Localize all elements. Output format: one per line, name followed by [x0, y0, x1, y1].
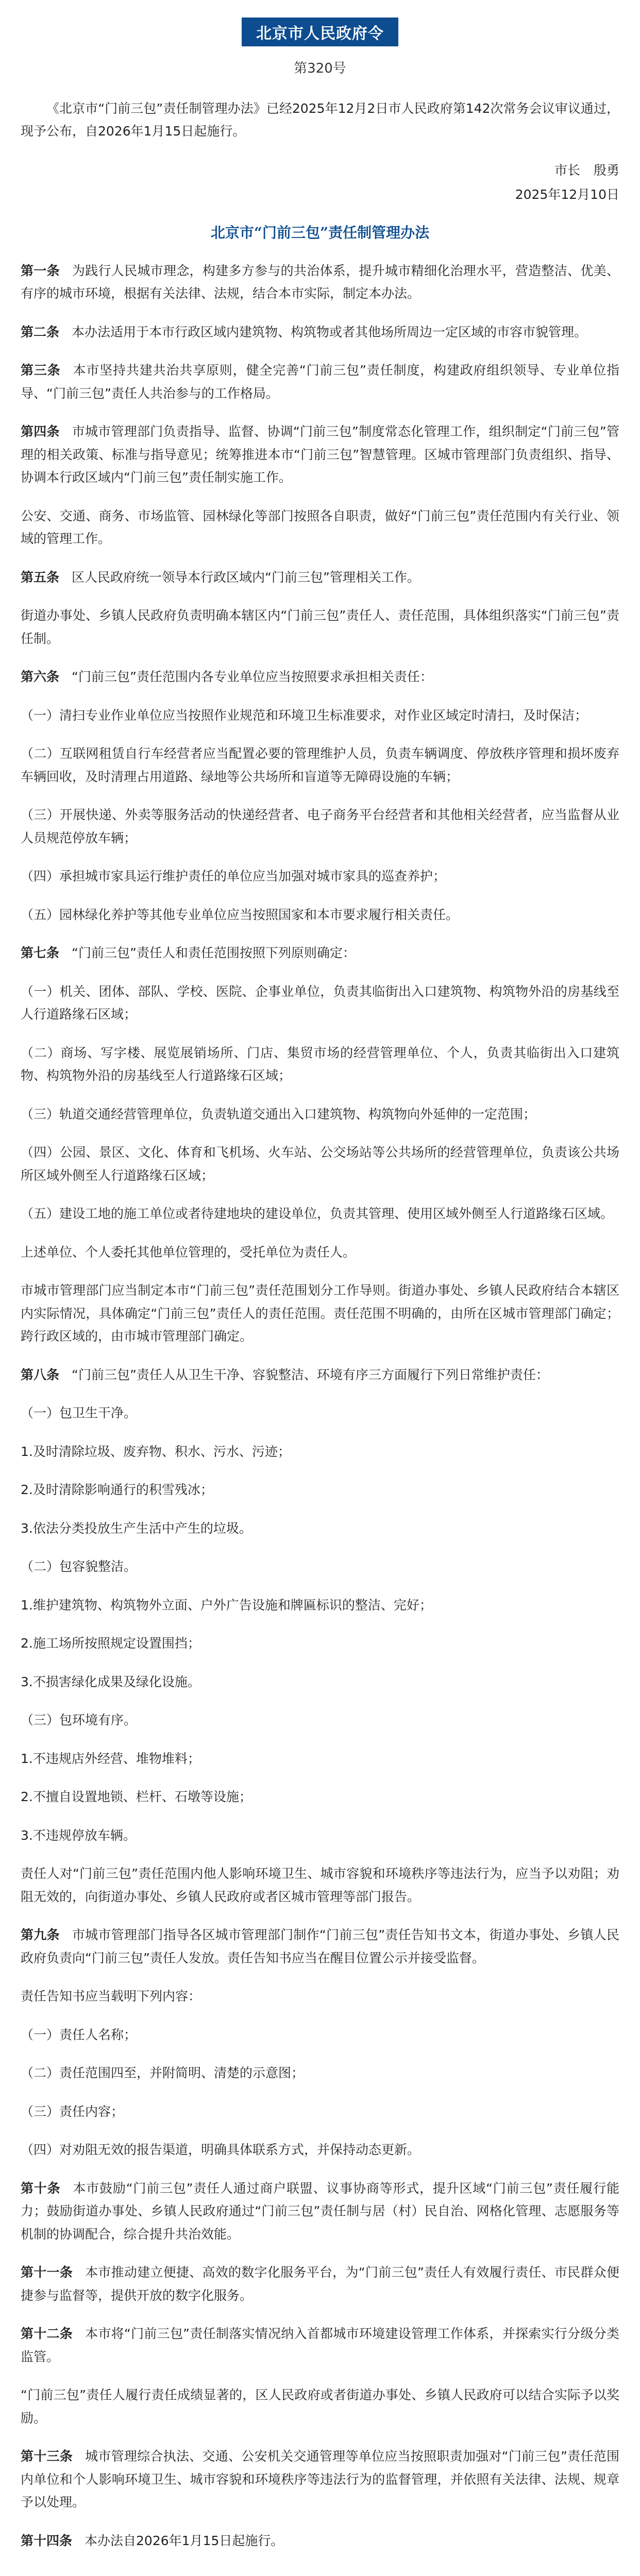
order-number: 第320号 [294, 61, 346, 76]
paragraph [21, 1103, 619, 1126]
document-body [21, 260, 619, 2553]
article-text: 街道办事处、乡镇人民政府负责明确本辖区内“门前三包”责任人、责任范围，具体组织落实“门前三包”责任制。 [21, 608, 619, 646]
paragraph [21, 1042, 619, 1088]
article-text: （二）商场、写字楼、展览展销场所、门店、集贸市场的经营管理单位、个人，负责其临街出入口建筑物、构筑物外沿的房基线至人行道路缘石区域； [21, 1045, 619, 1083]
paragraph [21, 2062, 619, 2085]
article-text: 上述单位、个人委托其他单位管理的，受托单位为责任人。 [21, 1244, 356, 1260]
article [21, 1364, 619, 1387]
article-text: 3.不违规停放车辆。 [21, 1827, 136, 1843]
article-text: （四）公园、景区、文化、体育和飞机场、火车站、公交场站等公共场所的经营管理单位，负责该公共场所区域外侧至人行道路缘石区域； [21, 1145, 619, 1183]
paragraph [21, 1440, 619, 1464]
signature [21, 158, 619, 207]
paragraph [21, 1748, 619, 1771]
article-text: 区人民政府统一领导本行政区域内“门前三包”管理相关工作。 [72, 569, 420, 585]
article-text: 3.不损害绿化成果及绿化设施。 [21, 1674, 200, 1689]
article-text: 为践行人民城市理念，构建多方参与的共治体系，提升城市精细化治理水平，营造整洁、优美、有序的城市环境，根据有关法律、法规，结合本市实际，制定本办法。 [21, 263, 619, 301]
article-text: （二）责任范围四至，并附简明、清楚的示意图； [21, 2065, 305, 2080]
paragraph [21, 904, 619, 927]
article-text: 2.不擅自设置地锁、栏杆、石墩等设施； [21, 1789, 252, 1804]
paragraph [21, 1241, 619, 1264]
article-number: 第十二条 [21, 2326, 73, 2341]
article [21, 1924, 619, 1970]
signature-role: 市长 [554, 162, 580, 178]
article-text: （三）轨道交通经营管理单位，负责轨道交通出入口建筑物、构筑物向外延伸的一定范围； [21, 1106, 536, 1122]
article-number: 第十条 [21, 2180, 61, 2196]
paragraph [21, 1279, 619, 1348]
article-number: 第四条 [21, 424, 60, 439]
article-text: 本市将“门前三包”责任制落实情况纳入首都城市环境建设管理工作体系，并探索实行分级分类监管。 [21, 2326, 619, 2364]
paragraph [21, 1594, 619, 1617]
article-text: （三）责任内容； [21, 2104, 124, 2119]
article-number: 第五条 [21, 569, 60, 585]
gov-order-banner: 北京市人民政府令 [242, 18, 398, 46]
article-text: 3.依法分类投放生产生活中产生的垃圾。 [21, 1520, 252, 1536]
article-number: 第十三条 [21, 2449, 73, 2464]
paragraph [21, 2139, 619, 2162]
article [21, 666, 619, 689]
paragraph [21, 1632, 619, 1655]
paragraph [21, 980, 619, 1026]
paragraph [21, 2384, 619, 2430]
article [21, 2445, 619, 2514]
paragraph [21, 804, 619, 850]
article-text: 城市管理综合执法、交通、公安机关交通管理等单位应当按照职责加强对“门前三包”责任范围内单位和个人影响环境卫生、城市容貌和环境秩序等违法行为的监督管理，并依照有关法律、法规、规章予以处理。 [21, 2449, 619, 2510]
article [21, 2530, 619, 2553]
article-text: 市城市管理部门负责指导、监督、协调“门前三包”制度常态化管理工作，组织制定“门前三包”管理的相关政策、标准与指导意见；统筹推进本市“门前三包”智慧管理。区城市管理部门负责组织、指导、协调本行政区域内“门前三包”责任制实施工作。 [21, 424, 619, 485]
article-text: 本办法自2026年1月15日起施行。 [85, 2533, 284, 2548]
article-text: 1.维护建筑物、构筑物外立面、户外广告设施和牌匾标识的整洁、完好； [21, 1597, 432, 1613]
article-number: 第九条 [21, 1927, 60, 1942]
paragraph [21, 1517, 619, 1540]
article-text: 1.及时清除垃圾、废弃物、积水、污水、污迹； [21, 1444, 291, 1459]
paragraph [21, 1824, 619, 1848]
signature-date: 2025年12月10日 [515, 187, 619, 202]
article-number: 第六条 [21, 669, 60, 684]
paragraph [21, 2100, 619, 2124]
article-text: （一）机关、团体、部队、学校、医院、企事业单位，负责其临街出入口建筑物、构筑物外沿的房基线至人行道路缘石区域； [21, 984, 619, 1022]
article-number: 第八条 [21, 1367, 60, 1382]
article-text: “门前三包”责任范围内各专业单位应当按照要求承担相关责任： [72, 669, 433, 684]
paragraph [21, 865, 619, 888]
article-text: （二）互联网租赁自行车经营者应当配置必要的管理维护人员，负责车辆调度、停放秩序管理和损坏废弃车辆回收，及时清理占用道路、绿地等公共场所和盲道等无障碍设施的车辆； [21, 746, 619, 784]
article-text: （四）承担城市家具运行维护责任的单位应当加强对城市家具的巡查养护； [21, 869, 446, 884]
article-text: （三）开展快递、外卖等服务活动的快递经营者、电子商务平台经营者和其他相关经营者，应当监督从业人员规范停放车辆； [21, 807, 619, 845]
article-text: 1.不违规店外经营、堆物堆料； [21, 1751, 200, 1766]
article-text: 本办法适用于本市行政区域内建筑物、构筑物或者其他场所周边一定区域的市容市貌管理。 [72, 324, 587, 340]
article-text: （二）包容貌整洁。 [21, 1559, 137, 1574]
article-text: 责任告知书应当载明下列内容： [21, 1989, 201, 2004]
paragraph [21, 604, 619, 650]
paragraph [21, 1202, 619, 1226]
article-text: 责任人对“门前三包”责任范围内他人影响环境卫生、城市容貌和环境秩序等违法行为，应当予以劝阻；劝阻无效的，向街道办事处、乡镇人民政府或者区城市管理等部门报告。 [21, 1866, 619, 1904]
paragraph [21, 1479, 619, 1502]
article-text: （一）清扫专业作业单位应当按照作业规范和环境卫生标准要求，对作业区域定时清扫，及时保洁； [21, 707, 588, 723]
paragraph [21, 742, 619, 788]
paragraph [21, 2024, 619, 2047]
article-number: 第一条 [21, 263, 60, 278]
article [21, 2177, 619, 2246]
article-text: 2.施工场所按照规定设置围挡； [21, 1636, 200, 1651]
article-text: “门前三包”责任人从卫生干净、容貌整洁、环境有序三方面履行下列日常维护责任： [72, 1367, 549, 1382]
article-text: 本市坚持共建共治共享原则，健全完善“门前三包”责任制度，构建政府组织领导、专业单位指导、“门前三包”责任人共治参与的工作格局。 [21, 363, 619, 401]
article [21, 566, 619, 589]
article-text: （五）建设工地的施工单位或者待建地块的建设单位，负责其管理、使用区域外侧至人行道路缘石区域。 [21, 1206, 614, 1221]
article [21, 2261, 619, 2307]
article-text: 本市推动建立便捷、高效的数字化服务平台，为“门前三包”责任人有效履行责任、市民群众便捷参与监督等，提供开放的数字化服务。 [21, 2265, 619, 2303]
article-text: “门前三包”责任人和责任范围按照下列原则确定： [72, 945, 356, 960]
article-text: （三）包环境有序。 [21, 1713, 137, 1727]
paragraph [21, 505, 619, 551]
paragraph [21, 1985, 619, 2008]
paragraph [21, 1671, 619, 1694]
paragraph [21, 1862, 619, 1908]
article-text: 2.及时清除影响通行的积雪残冰； [21, 1482, 213, 1497]
article [21, 260, 619, 306]
signature-name: 殷勇 [593, 162, 619, 178]
document-title: 北京市“门前三包”责任制管理办法 [210, 224, 430, 241]
paragraph [21, 1555, 619, 1579]
paragraph [21, 1402, 619, 1425]
article-text: （一）责任人名称； [21, 2027, 137, 2042]
page [21, 0, 619, 2552]
paragraph [21, 1709, 619, 1732]
article-number: 第三条 [21, 363, 61, 378]
article-text: （五）园林绿化养护等其他专业单位应当按照国家和本市要求履行相关责任。 [21, 907, 459, 922]
paragraph [21, 1141, 619, 1187]
article-text: （一）包卫生干净。 [21, 1405, 137, 1420]
paragraph [21, 704, 619, 727]
article [21, 321, 619, 344]
article-text: 本市鼓励“门前三包”责任人通过商户联盟、议事协商等形式，提升区域“门前三包”责任履行能力；鼓励街道办事处、乡镇人民政府通过“门前三包”责任制与居（村）民自治、网格化管理、志愿服务等机制的协调配合，综合提升共治效能。 [21, 2180, 619, 2242]
signature-mayor [21, 158, 619, 183]
article-number: 第二条 [21, 324, 60, 340]
header [21, 18, 619, 46]
article [21, 942, 619, 965]
paragraph [21, 1786, 619, 1809]
article-text: “门前三包”责任人履行责任成绩显著的，区人民政府或者街道办事处、乡镇人民政府可以结合实际予以奖励。 [21, 2387, 619, 2426]
article-text: 市城市管理部门应当制定本市“门前三包”责任范围划分工作导则。街道办事处、乡镇人民政府结合本辖区内实际情况，具体确定“门前三包”责任人的责任范围。责任范围不明确的，由所在区城市管理部门确定；跨行政区域的，由市城市管理部门确定。 [21, 1283, 619, 1344]
article [21, 420, 619, 489]
article-text: 市城市管理部门指导各区城市管理部门制作“门前三包”责任告知书文本，街道办事处、乡镇人民政府负责向“门前三包”责任人发放。责任告知书应当在醒目位置公示并接受监督。 [21, 1927, 619, 1965]
article-number: 第十一条 [21, 2265, 73, 2280]
article-number: 第七条 [21, 945, 60, 960]
article [21, 2323, 619, 2368]
article [21, 359, 619, 405]
article-text: 公安、交通、商务、市场监管、园林绿化等部门按照各自职责，做好“门前三包”责任范围内有关行业、领域的管理工作。 [21, 508, 619, 546]
article-text: （四）对劝阻无效的报告渠道，明确具体联系方式，并保持动态更新。 [21, 2142, 420, 2157]
preamble: 《北京市“门前三包”责任制管理办法》已经2025年12月2日市人民政府第142次常务会议审议通过，现予公布，自2026年1月15日起施行。 [21, 101, 619, 139]
article-number: 第十四条 [21, 2533, 73, 2548]
